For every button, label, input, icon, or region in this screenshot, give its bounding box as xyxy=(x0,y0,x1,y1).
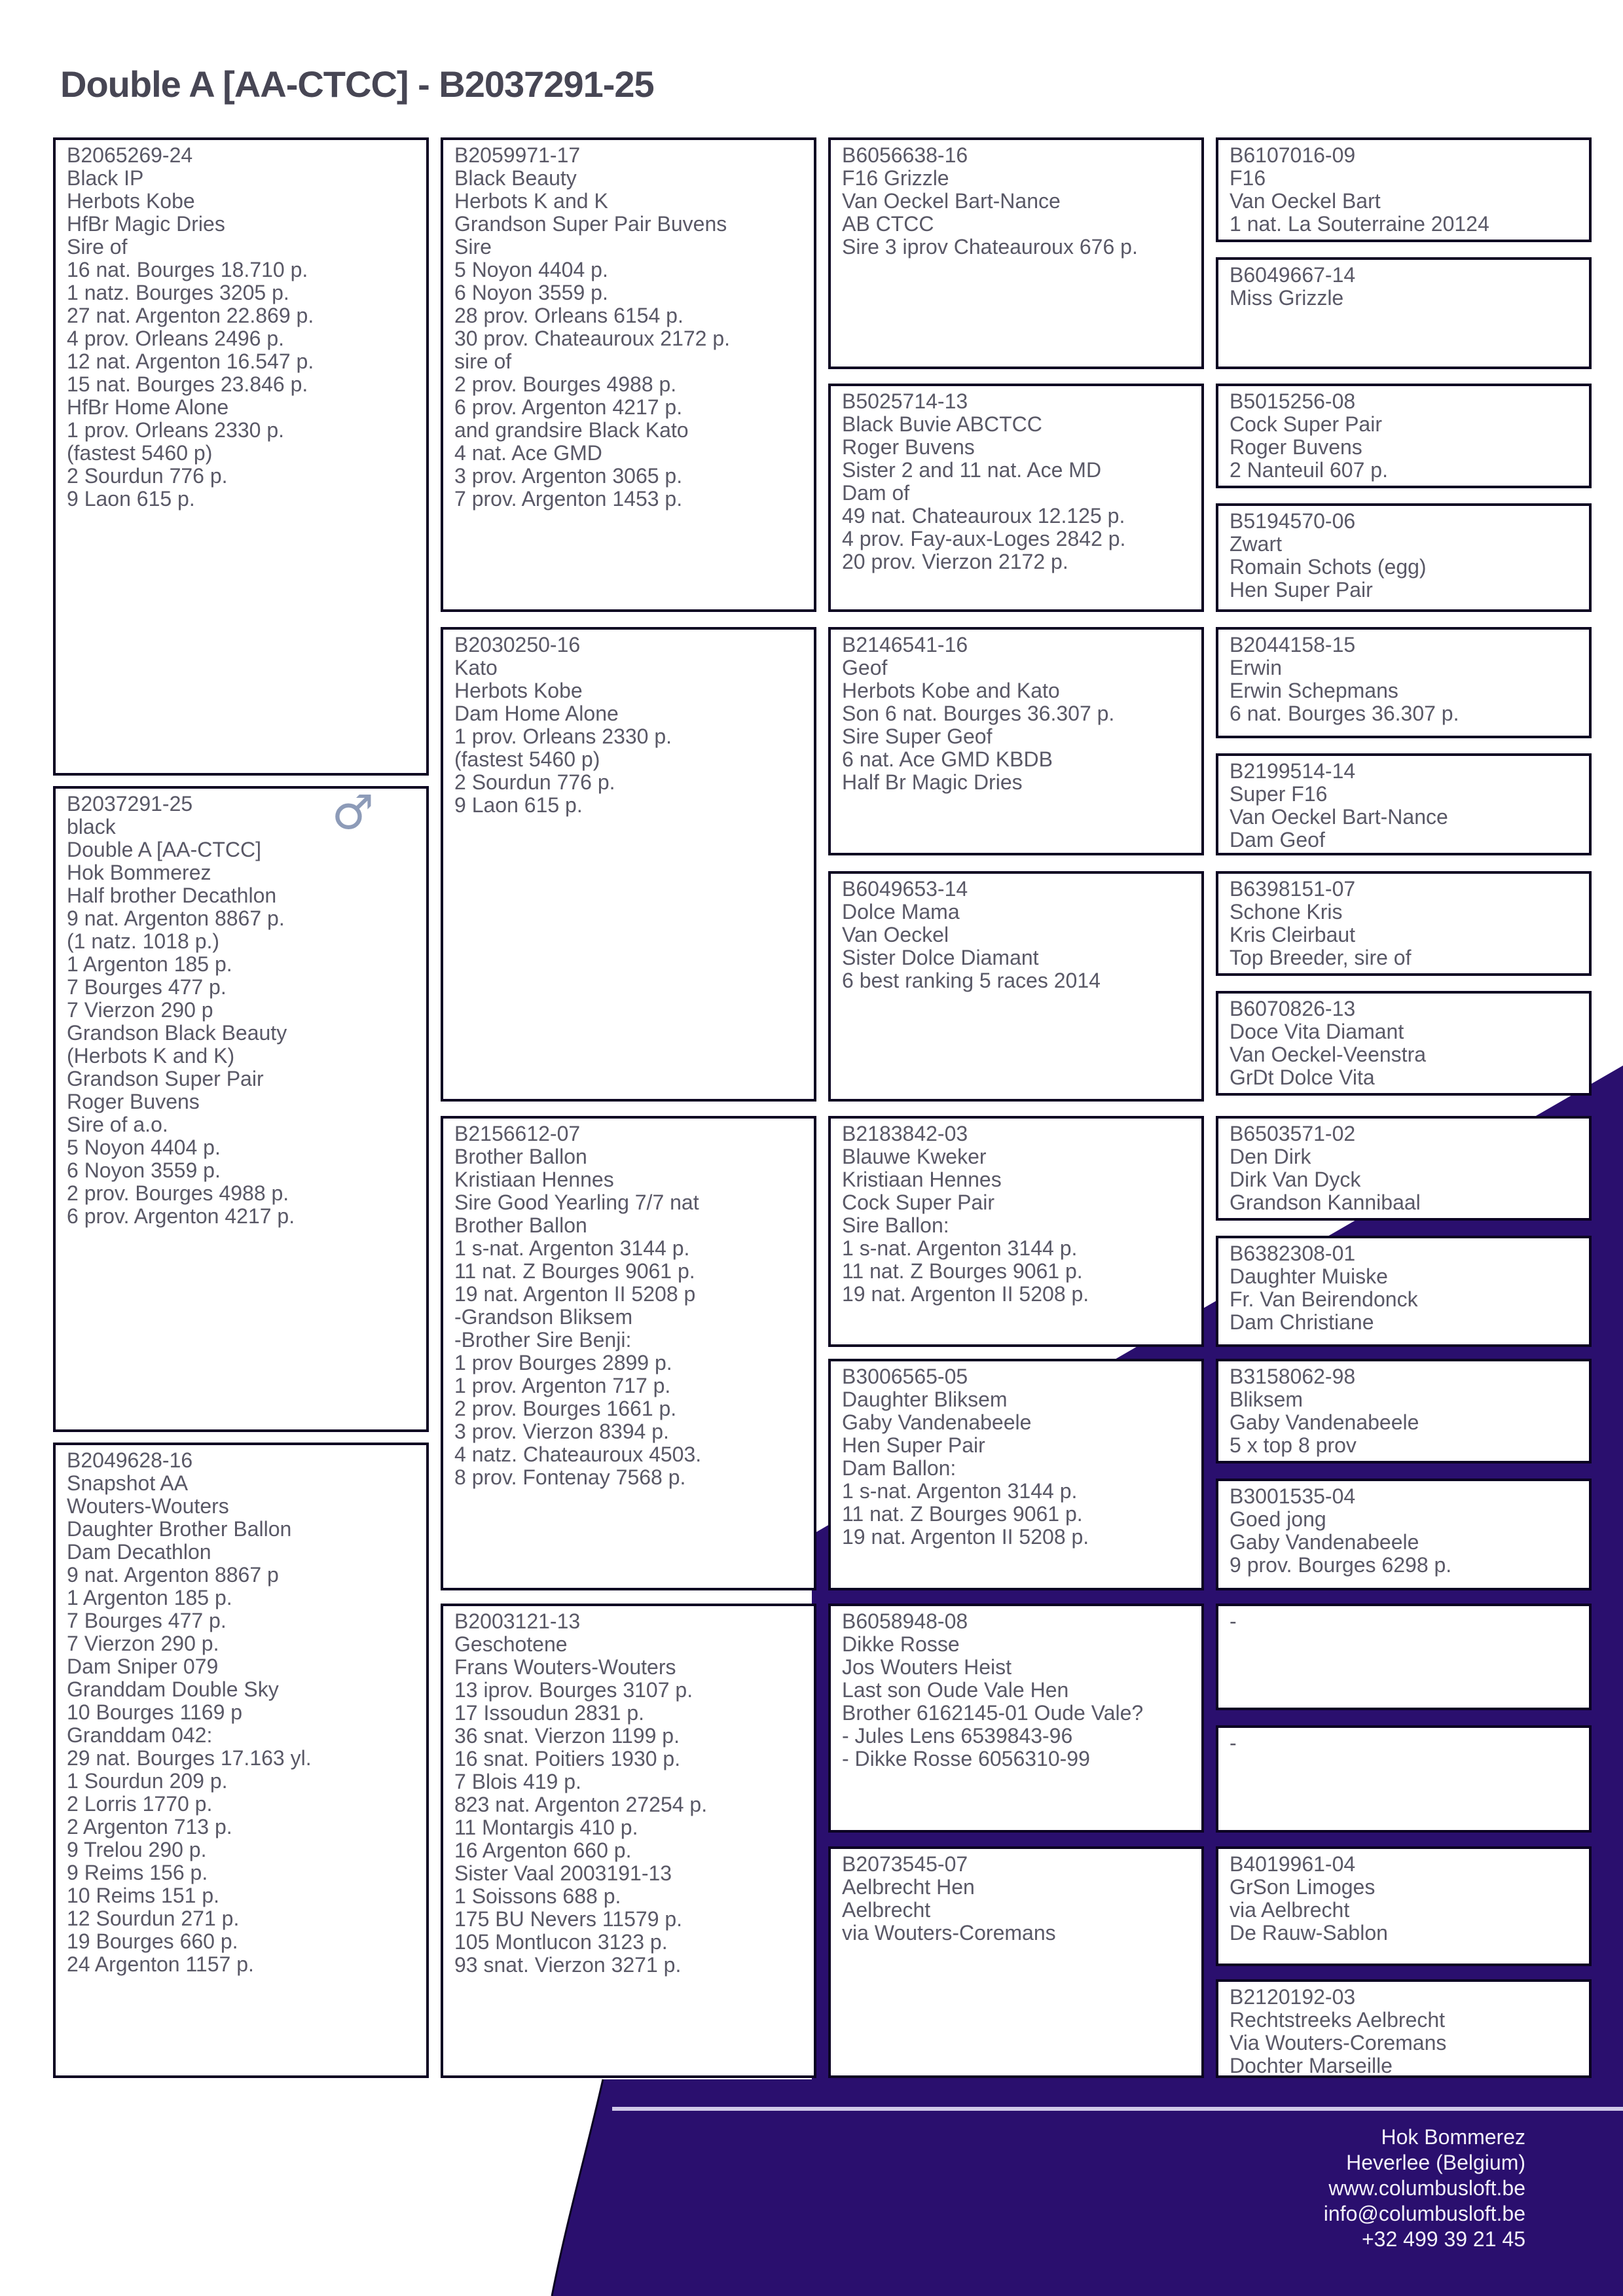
text-line: 15 nat. Bourges 23.846 p. xyxy=(67,372,308,396)
text-line: B2120192-03 xyxy=(1230,1985,1356,2009)
text-line: Bliksem xyxy=(1230,1388,1304,1411)
text-line: Van Oeckel Bart-Nance xyxy=(1230,805,1448,829)
text-line: Grandson Super Pair Buvens xyxy=(454,212,727,236)
text-line: Sister 2 and 11 nat. Ace MD xyxy=(842,458,1102,482)
text-line: Gaby Vandenabeele xyxy=(842,1410,1032,1434)
pedigree-box-text xyxy=(454,1122,805,1489)
pedigree-box-B6503571-02 xyxy=(1216,1116,1592,1221)
pedigree-box-B2003121-13 xyxy=(441,1604,816,2078)
pedigree-box-B2049628-16 xyxy=(53,1443,429,2078)
text-line: 16 snat. Poitiers 1930 p. xyxy=(454,1747,681,1770)
pedigree-box-text xyxy=(1230,510,1580,601)
text-line: Herbots K and K xyxy=(454,189,608,213)
pedigree-box-B2044158-15 xyxy=(1216,627,1592,738)
text-line: Kato xyxy=(454,656,498,679)
text-line: Dam Christiane xyxy=(1230,1310,1374,1334)
pedigree-box-text xyxy=(1230,1365,1580,1457)
pedigree-box-B6049653-14 xyxy=(828,871,1204,1102)
text-line: B6398151-07 xyxy=(1230,877,1356,901)
pedigree-box-B5015256-08 xyxy=(1216,384,1592,488)
text-line: Kris Cleirbaut xyxy=(1230,923,1356,946)
pedigree-box-B5194570-06 xyxy=(1216,503,1592,612)
text-line: Van Oeckel Bart xyxy=(1230,189,1381,213)
text-line: 9 Reims 156 p. xyxy=(67,1861,208,1884)
text-line: Erwin xyxy=(1230,656,1283,679)
text-line: 1 prov. Argenton 717 p. xyxy=(454,1374,671,1397)
text-line: Dam Geof xyxy=(1230,828,1325,852)
text-line: 823 nat. Argenton 27254 p. xyxy=(454,1793,708,1816)
pedigree-box-B6070826-13 xyxy=(1216,991,1592,1096)
text-line: 2 Argenton 713 p. xyxy=(67,1815,232,1839)
text-line: - Jules Lens 6539843-96 xyxy=(842,1724,1073,1748)
text-line: Rechtstreeks Aelbrecht xyxy=(1230,2008,1446,2032)
text-line: Goed jong xyxy=(1230,1507,1326,1531)
text-line: 6 nat. Ace GMD KBDB xyxy=(842,747,1053,771)
pedigree-box-B6058948-08 xyxy=(828,1604,1204,1833)
text-line: B2049628-16 xyxy=(67,1448,193,1472)
text-line: (1 natz. 1018 p.) xyxy=(67,929,220,953)
text-line: Schone Kris xyxy=(1230,900,1343,924)
text-line: Hen Super Pair xyxy=(842,1433,985,1457)
text-line: 19 nat. Argenton II 5208 p. xyxy=(842,1282,1089,1306)
text-line: 2 prov. Bourges 4988 p. xyxy=(67,1181,289,1205)
text-line: 4 nat. Ace GMD xyxy=(454,441,602,465)
text-line: 16 Argenton 660 p. xyxy=(454,1839,632,1862)
pedigree-box-empty-2 xyxy=(1216,1725,1592,1833)
pedigree-box-B2199514-14 xyxy=(1216,753,1592,855)
pedigree-box-text xyxy=(1230,878,1580,969)
text-line: F16 Grizzle xyxy=(842,166,949,190)
text-line: 105 Montlucon 3123 p. xyxy=(454,1930,668,1954)
text-line: Van Oeckel-Veenstra xyxy=(1230,1043,1427,1066)
pedigree-box-B2059971-17 xyxy=(441,137,816,612)
pedigree-box-B2120192-03 xyxy=(1216,1979,1592,2078)
text-line: Heverlee (Belgium) xyxy=(1346,2151,1525,2174)
pedigree-box-text xyxy=(1230,390,1580,482)
text-line: Roger Buvens xyxy=(67,1090,200,1113)
text-line: Dam Sniper 079 xyxy=(67,1655,219,1678)
text-line: via Aelbrecht xyxy=(1230,1898,1350,1922)
text-line: 1 natz. Bourges 3205 p. xyxy=(67,281,289,304)
text-line: Via Wouters-Coremans xyxy=(1230,2031,1447,2054)
footer-divider-line xyxy=(612,2107,1623,2111)
text-line: - Dikke Rosse 6056310-99 xyxy=(842,1747,1090,1770)
pedigree-box-text xyxy=(67,793,417,1228)
text-line: 1 nat. La Souterraine 20124 xyxy=(1230,212,1489,236)
text-line: B2037291-25 xyxy=(67,792,193,816)
text-line: 1 Argenton 185 p. xyxy=(67,952,232,976)
text-line: Daughter Bliksem xyxy=(842,1388,1008,1411)
text-line: Grandson Kannibaal xyxy=(1230,1191,1421,1214)
text-line: Aelbrecht Hen xyxy=(842,1875,975,1899)
pedigree-box-text xyxy=(454,144,805,511)
text-line: B2156612-07 xyxy=(454,1122,581,1145)
text-line: (Herbots K and K) xyxy=(67,1044,235,1067)
text-line: 9 nat. Argenton 8867 p xyxy=(67,1563,279,1587)
text-line: 7 Bourges 477 p. xyxy=(67,1609,227,1632)
pedigree-box-text xyxy=(842,1122,1192,1306)
text-line: Roger Buvens xyxy=(1230,435,1362,459)
text-line: Sire 3 iprov Chateauroux 676 p. xyxy=(842,235,1138,259)
text-line: GrSon Limoges xyxy=(1230,1875,1376,1899)
pedigree-box-B6382308-01 xyxy=(1216,1236,1592,1347)
text-line: 16 nat. Bourges 18.710 p. xyxy=(67,258,308,281)
text-line: 6 prov. Argenton 4217 p. xyxy=(454,395,683,419)
text-line: Granddam 042: xyxy=(67,1723,213,1747)
pedigree-box-text xyxy=(842,144,1192,259)
text-line: sire of xyxy=(454,350,512,373)
pedigree-box-text xyxy=(1230,1732,1580,1755)
text-line: 30 prov. Chateauroux 2172 p. xyxy=(454,327,731,350)
text-line: 9 nat. Argenton 8867 p. xyxy=(67,906,285,930)
text-line: 175 BU Nevers 11579 p. xyxy=(454,1907,683,1931)
pedigree-box-text xyxy=(1230,634,1580,725)
pedigree-box-text xyxy=(1230,1853,1580,1945)
text-line: Snapshot AA xyxy=(67,1471,189,1495)
text-line: Sister Vaal 2003191-13 xyxy=(454,1861,672,1885)
text-line: 2 prov. Bourges 4988 p. xyxy=(454,372,677,396)
text-line: B6049667-14 xyxy=(1230,263,1356,287)
text-line: 29 nat. Bourges 17.163 yl. xyxy=(67,1746,312,1770)
text-line: 2 Nanteuil 607 p. xyxy=(1230,458,1388,482)
text-line: Dam of xyxy=(842,481,910,505)
male-sex-icon: ♂ xyxy=(331,786,374,840)
text-line: Brother Ballon xyxy=(454,1213,587,1237)
text-line: Hen Super Pair xyxy=(1230,578,1373,601)
text-line: Romain Schots (egg) xyxy=(1230,555,1427,579)
text-line: www.columbusloft.be xyxy=(1328,2176,1525,2200)
text-line: Brother 6162145-01 Oude Vale? xyxy=(842,1701,1144,1725)
pedigree-box-text xyxy=(1230,264,1580,310)
pedigree-box-text xyxy=(1230,1986,1580,2077)
pedigree-box-text xyxy=(842,634,1192,794)
text-line: Dirk Van Dyck xyxy=(1230,1168,1361,1191)
text-line: 4 prov. Fay-aux-Loges 2842 p. xyxy=(842,527,1126,550)
footer-contact-lines xyxy=(1324,2125,1525,2252)
text-line: Grandson Super Pair xyxy=(67,1067,264,1090)
text-line: 9 Laon 615 p. xyxy=(454,793,583,817)
pedigree-box-text xyxy=(1230,760,1580,852)
text-line: 11 nat. Z Bourges 9061 p. xyxy=(842,1502,1083,1526)
pedigree-box-text xyxy=(1230,1610,1580,1633)
text-line: Miss Grizzle xyxy=(1230,286,1344,310)
pedigree-box-text xyxy=(842,1365,1192,1549)
text-line: Wouters-Wouters xyxy=(67,1494,229,1518)
text-line: - xyxy=(1230,1609,1237,1633)
footer-contact-block xyxy=(1324,2125,1525,2252)
text-line: Sire Good Yearling 7/7 nat xyxy=(454,1191,699,1214)
text-line: B5025714-13 xyxy=(842,389,968,413)
pedigree-box-text xyxy=(842,878,1192,992)
text-line: 6 Noyon 3559 p. xyxy=(67,1158,221,1182)
text-line: 8 prov. Fontenay 7568 p. xyxy=(454,1465,686,1489)
text-line: Top Breeder, sire of xyxy=(1230,946,1412,969)
text-line: 17 Issoudun 2831 p. xyxy=(454,1701,645,1725)
text-line: Half Br Magic Dries xyxy=(842,770,1023,794)
pedigree-box-text xyxy=(1230,144,1580,236)
text-line: Herbots Kobe xyxy=(67,189,195,213)
text-line: 1 Soissons 688 p. xyxy=(454,1884,621,1908)
text-line: 2 Sourdun 776 p. xyxy=(454,770,615,794)
text-line: Geof xyxy=(842,656,888,679)
text-line: F16 xyxy=(1230,166,1266,190)
text-line: Dam Decathlon xyxy=(67,1540,211,1564)
text-line: B2146541-16 xyxy=(842,633,968,656)
text-line: B3006565-05 xyxy=(842,1365,968,1388)
text-line: 1 Sourdun 209 p. xyxy=(67,1769,228,1793)
text-line: 4 natz. Chateauroux 4503. xyxy=(454,1443,702,1466)
pedigree-box-B2065269-24 xyxy=(53,137,429,776)
text-line: 3 prov. Argenton 3065 p. xyxy=(454,464,683,488)
text-line: (fastest 5460 p) xyxy=(67,441,213,465)
text-line: B5194570-06 xyxy=(1230,509,1356,533)
text-line: Cock Super Pair xyxy=(842,1191,994,1214)
text-line: 7 prov. Argenton 1453 p. xyxy=(454,487,683,511)
text-line: 7 Blois 419 p. xyxy=(454,1770,581,1793)
text-line: info@columbusloft.be xyxy=(1323,2202,1525,2225)
text-line: B3158062-98 xyxy=(1230,1365,1356,1388)
text-line: B2059971-17 xyxy=(454,143,581,167)
text-line: B6056638-16 xyxy=(842,143,968,167)
text-line: Grandson Black Beauty xyxy=(67,1021,287,1045)
text-line: 2 prov. Bourges 1661 p. xyxy=(454,1397,677,1420)
text-line: 5 x top 8 prov xyxy=(1230,1433,1357,1457)
text-line: Jos Wouters Heist xyxy=(842,1655,1012,1679)
text-line: 1 prov Bourges 2899 p. xyxy=(454,1351,672,1374)
text-line: 6 Noyon 3559 p. xyxy=(454,281,608,304)
text-line: 10 Reims 151 p. xyxy=(67,1884,220,1907)
pedigree-box-B2146541-16 xyxy=(828,627,1204,855)
text-line: 5 Noyon 4404 p. xyxy=(454,258,608,281)
text-line: 1 Argenton 185 p. xyxy=(67,1586,232,1609)
text-line: 36 snat. Vierzon 1199 p. xyxy=(454,1724,680,1748)
text-line: and grandsire Black Kato xyxy=(454,418,689,442)
text-line: Hok Bommerez xyxy=(1381,2125,1525,2149)
pedigree-box-text xyxy=(842,1610,1192,1770)
text-line: B6503571-02 xyxy=(1230,1122,1356,1145)
pedigree-box-B6398151-07 xyxy=(1216,871,1592,976)
text-line: Black IP xyxy=(67,166,144,190)
text-line: Sire of xyxy=(67,235,128,259)
text-line: B2003121-13 xyxy=(454,1609,581,1633)
text-line: Aelbrecht xyxy=(842,1898,931,1922)
text-line: 4 prov. Orleans 2496 p. xyxy=(67,327,285,350)
text-line: Dikke Rosse xyxy=(842,1632,960,1656)
text-line: 11 nat. Z Bourges 9061 p. xyxy=(842,1259,1083,1283)
pedigree-box-B5025714-13 xyxy=(828,384,1204,612)
text-line: B2044158-15 xyxy=(1230,633,1356,656)
pedigree-box-B2030250-16 xyxy=(441,627,816,1102)
text-line: 13 iprov. Bourges 3107 p. xyxy=(454,1678,693,1702)
text-line: 28 prov. Orleans 6154 p. xyxy=(454,304,684,327)
pedigree-box-B3006565-05 xyxy=(828,1359,1204,1590)
text-line: Son 6 nat. Bourges 36.307 p. xyxy=(842,702,1115,725)
text-line: B6049653-14 xyxy=(842,877,968,901)
text-line: Erwin Schepmans xyxy=(1230,679,1398,702)
pedigree-box-B3001535-04 xyxy=(1216,1479,1592,1590)
text-line: Brother Ballon xyxy=(454,1145,587,1168)
text-line: B6382308-01 xyxy=(1230,1242,1356,1265)
pedigree-box-B6107016-09 xyxy=(1216,137,1592,242)
text-line: HfBr Home Alone xyxy=(67,395,229,419)
text-line: Kristiaan Hennes xyxy=(454,1168,614,1191)
pedigree-box-B3158062-98 xyxy=(1216,1359,1592,1463)
text-line: 24 Argenton 1157 p. xyxy=(67,1952,254,1976)
text-line: B2030250-16 xyxy=(454,633,581,656)
pedigree-box-text xyxy=(842,1853,1192,1945)
text-line: Black Beauty xyxy=(454,166,577,190)
pedigree-box-B2156612-07 xyxy=(441,1116,816,1590)
text-line: Super F16 xyxy=(1230,782,1328,806)
text-line: Gaby Vandenabeele xyxy=(1230,1530,1419,1554)
text-line: 9 Trelou 290 p. xyxy=(67,1838,207,1861)
text-line: Van Oeckel Bart-Nance xyxy=(842,189,1061,213)
text-line: 6 best ranking 5 races 2014 xyxy=(842,969,1101,992)
text-line: 20 prov. Vierzon 2172 p. xyxy=(842,550,1068,573)
text-line: 93 snat. Vierzon 3271 p. xyxy=(454,1953,682,1977)
text-line: Kristiaan Hennes xyxy=(842,1168,1002,1191)
page-title: Double A [AA-CTCC] - B2037291-25 xyxy=(60,63,654,105)
text-line: 12 Sourdun 271 p. xyxy=(67,1907,240,1930)
text-line: 19 Bourges 660 p. xyxy=(67,1929,238,1953)
text-line: Herbots Kobe xyxy=(454,679,583,702)
text-line: B6107016-09 xyxy=(1230,143,1356,167)
text-line: 2 Lorris 1770 p. xyxy=(67,1792,213,1816)
text-line: B4019961-04 xyxy=(1230,1852,1356,1876)
text-line: 1 s-nat. Argenton 3144 p. xyxy=(842,1479,1078,1503)
text-line: Hok Bommerez xyxy=(67,861,211,884)
pedigree-box-empty-1 xyxy=(1216,1604,1592,1710)
text-line: Sire of a.o. xyxy=(67,1113,168,1136)
text-line: 19 nat. Argenton II 5208 p xyxy=(454,1282,696,1306)
text-line: B6070826-13 xyxy=(1230,997,1356,1020)
text-line: Dolce Mama xyxy=(842,900,960,924)
text-line: B3001535-04 xyxy=(1230,1484,1356,1508)
pedigree-box-B2183842-03 xyxy=(828,1116,1204,1347)
text-line: AB CTCC xyxy=(842,212,934,236)
pedigree-box-text xyxy=(842,390,1192,573)
pedigree-box-text xyxy=(67,1449,417,1976)
text-line: B2065269-24 xyxy=(67,143,193,167)
text-line: Black Buvie ABCTCC xyxy=(842,412,1042,436)
text-line: 1 prov. Orleans 2330 p. xyxy=(454,725,672,748)
text-line: 12 nat. Argenton 16.547 p. xyxy=(67,350,314,373)
text-line: Daughter Muiske xyxy=(1230,1265,1388,1288)
text-line: Herbots Kobe and Kato xyxy=(842,679,1060,702)
text-line: 11 nat. Z Bourges 9061 p. xyxy=(454,1259,695,1283)
text-line: B2183842-03 xyxy=(842,1122,968,1145)
text-line: GrDt Dolce Vita xyxy=(1230,1066,1375,1089)
text-line: via Wouters-Coremans xyxy=(842,1921,1056,1945)
text-line: Double A [AA-CTCC] xyxy=(67,838,261,861)
pedigree-box-B2037291-25-subject xyxy=(53,786,429,1432)
text-line: 3 prov. Vierzon 8394 p. xyxy=(454,1420,669,1443)
text-line: De Rauw-Sablon xyxy=(1230,1921,1388,1945)
text-line: Fr. Van Beirendonck xyxy=(1230,1287,1418,1311)
pedigree-box-text xyxy=(1230,1122,1580,1214)
text-line: 5 Noyon 4404 p. xyxy=(67,1136,221,1159)
text-line: B5015256-08 xyxy=(1230,389,1356,413)
pedigree-box-text xyxy=(1230,1485,1580,1577)
text-line: 1 s-nat. Argenton 3144 p. xyxy=(454,1236,690,1260)
text-line: B6058948-08 xyxy=(842,1609,968,1633)
text-line: Sire Ballon: xyxy=(842,1213,949,1237)
text-line: Frans Wouters-Wouters xyxy=(454,1655,676,1679)
text-line: 7 Vierzon 290 p xyxy=(67,998,213,1022)
text-line: Zwart xyxy=(1230,532,1282,556)
text-line: 2 Sourdun 776 p. xyxy=(67,464,228,488)
text-line: 10 Bourges 1169 p xyxy=(67,1700,243,1724)
pedigree-box-text xyxy=(454,634,805,817)
text-line: Doce Vita Diamant xyxy=(1230,1020,1404,1043)
text-line: Sister Dolce Diamant xyxy=(842,946,1039,969)
text-line: Roger Buvens xyxy=(842,435,975,459)
text-line: 7 Bourges 477 p. xyxy=(67,975,227,999)
pedigree-box-text xyxy=(1230,1242,1580,1334)
text-line: -Brother Sire Benji: xyxy=(454,1328,632,1352)
text-line: HfBr Magic Dries xyxy=(67,212,225,236)
text-line: Granddam Double Sky xyxy=(67,1677,279,1701)
text-line: Blauwe Kweker xyxy=(842,1145,987,1168)
text-line: Van Oeckel xyxy=(842,923,949,946)
text-line: Dam Ballon: xyxy=(842,1456,957,1480)
text-line: Cock Super Pair xyxy=(1230,412,1382,436)
text-line: +32 499 39 21 45 xyxy=(1361,2227,1525,2251)
text-line: 27 nat. Argenton 22.869 p. xyxy=(67,304,314,327)
text-line: 11 Montargis 410 p. xyxy=(454,1816,638,1839)
text-line: Geschotene xyxy=(454,1632,568,1656)
text-line: 1 s-nat. Argenton 3144 p. xyxy=(842,1236,1078,1260)
text-line: 6 nat. Bourges 36.307 p. xyxy=(1230,702,1459,725)
text-line: B2199514-14 xyxy=(1230,759,1356,783)
text-line: Dochter Marseille xyxy=(1230,2054,1393,2077)
text-line: Dam Home Alone xyxy=(454,702,619,725)
text-line: Den Dirk xyxy=(1230,1145,1311,1168)
pedigree-box-text xyxy=(454,1610,805,1977)
text-line: 9 Laon 615 p. xyxy=(67,487,195,511)
pedigree-box-text xyxy=(67,144,417,511)
text-line: Half brother Decathlon xyxy=(67,884,277,907)
pedigree-box-B6049667-14 xyxy=(1216,257,1592,369)
text-line: Sire Super Geof xyxy=(842,725,993,748)
pedigree-box-B4019961-04 xyxy=(1216,1846,1592,1966)
text-line: Last son Oude Vale Hen xyxy=(842,1678,1069,1702)
text-line: 7 Vierzon 290 p. xyxy=(67,1632,219,1655)
pedigree-box-B2073545-07 xyxy=(828,1846,1204,2078)
text-line: 19 nat. Argenton II 5208 p. xyxy=(842,1525,1089,1549)
text-line: 1 prov. Orleans 2330 p. xyxy=(67,418,285,442)
text-line: 9 prov. Bourges 6298 p. xyxy=(1230,1553,1452,1577)
text-line: 6 prov. Argenton 4217 p. xyxy=(67,1204,295,1228)
text-line: B2073545-07 xyxy=(842,1852,968,1876)
text-line: 49 nat. Chateauroux 12.125 p. xyxy=(842,504,1125,528)
text-line: (fastest 5460 p) xyxy=(454,747,600,771)
pedigree-box-text xyxy=(1230,997,1580,1089)
text-line: -Grandson Bliksem xyxy=(454,1305,633,1329)
text-line: Sire xyxy=(454,235,492,259)
text-line: Daughter Brother Ballon xyxy=(67,1517,292,1541)
pedigree-box-B6056638-16 xyxy=(828,137,1204,369)
text-line: Gaby Vandenabeele xyxy=(1230,1410,1419,1434)
text-line: - xyxy=(1230,1731,1237,1755)
text-line: black xyxy=(67,815,116,838)
